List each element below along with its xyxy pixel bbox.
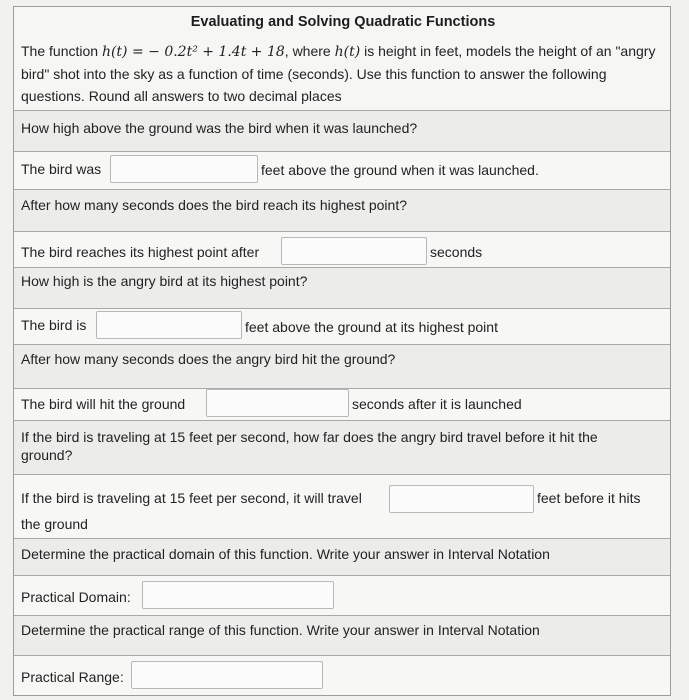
- answer-7-row: [14, 655, 670, 695]
- question-7: [14, 615, 670, 655]
- question-6-text: Determine the practical domain of this function. Write your answer in Interval Notation: [21, 546, 550, 562]
- answer-5-after: feet before it hits: [537, 490, 641, 506]
- question-5-line1: If the bird is traveling at 15 feet per second, how far does the angry bird travel before it hit the: [21, 429, 598, 445]
- answer-5-before: If the bird is traveling at 15 feet per second, it will travel: [21, 490, 362, 506]
- intro-lead: The function: [21, 43, 102, 59]
- answer-4-before: The bird will hit the ground: [21, 396, 186, 412]
- question-2-text: After how many seconds does the bird reach its highest point?: [21, 197, 407, 213]
- question-4: [14, 344, 670, 388]
- intro-rest: , where: [284, 43, 335, 59]
- answer-1-row: [14, 151, 670, 189]
- function-formula: h(t) = − 0.2t² + 1.4t + 18: [101, 44, 285, 60]
- intro-rest2: is height in feet, models the height of an "angry bird" shot into the sky as a function of time (seconds). Use this function to answer the following questions. Round all answers to two decimal places: [21, 43, 656, 104]
- travel-distance-input[interactable]: [389, 485, 534, 513]
- answer-1-after: feet above the ground when it was launched.: [261, 162, 539, 178]
- answer-2-after: seconds: [430, 244, 483, 260]
- question-4-text: After how many seconds does the angry bird hit the ground?: [21, 351, 396, 367]
- question-1-text: How high above the ground was the bird when it was launched?: [21, 120, 418, 136]
- answer-3-after: feet above the ground at its highest point: [245, 319, 498, 335]
- launch-height-input[interactable]: [110, 155, 258, 183]
- question-5: [14, 420, 670, 474]
- worksheet: [13, 6, 671, 696]
- answer-6-row: [14, 575, 670, 615]
- peak-height-input[interactable]: [96, 311, 242, 339]
- answer-7-before: Practical Range:: [21, 669, 124, 685]
- answer-3-before: The bird is: [21, 317, 87, 333]
- answer-2-row: [14, 231, 670, 267]
- answer-6-before: Practical Domain:: [21, 589, 131, 605]
- answer-5-row: [14, 474, 670, 538]
- answer-5-after2: the ground: [21, 516, 88, 532]
- practical-domain-input[interactable]: [142, 581, 334, 609]
- answer-1-before: The bird was: [21, 161, 102, 177]
- question-5-line2: ground?: [21, 447, 73, 463]
- answer-3-row: [14, 308, 670, 344]
- ground-hit-time-input[interactable]: [206, 389, 349, 417]
- answer-2-before: The bird reaches its highest point after: [21, 244, 260, 260]
- question-3: [14, 267, 670, 308]
- question-1: [14, 110, 670, 151]
- function-name: h(t): [334, 44, 361, 60]
- question-7-text: Determine the practical range of this function. Write your answer in Interval Notation: [21, 622, 540, 638]
- question-2: [14, 189, 670, 231]
- answer-4-row: [14, 388, 670, 420]
- peak-time-input[interactable]: [281, 237, 427, 265]
- question-6: [14, 538, 670, 575]
- practical-range-input[interactable]: [131, 661, 323, 689]
- intro-text: [21, 40, 661, 107]
- answer-4-after: seconds after it is launched: [352, 396, 522, 412]
- question-3-text: How high is the angry bird at its highest point?: [21, 273, 308, 289]
- worksheet-title: Evaluating and Solving Quadratic Functions: [190, 14, 496, 30]
